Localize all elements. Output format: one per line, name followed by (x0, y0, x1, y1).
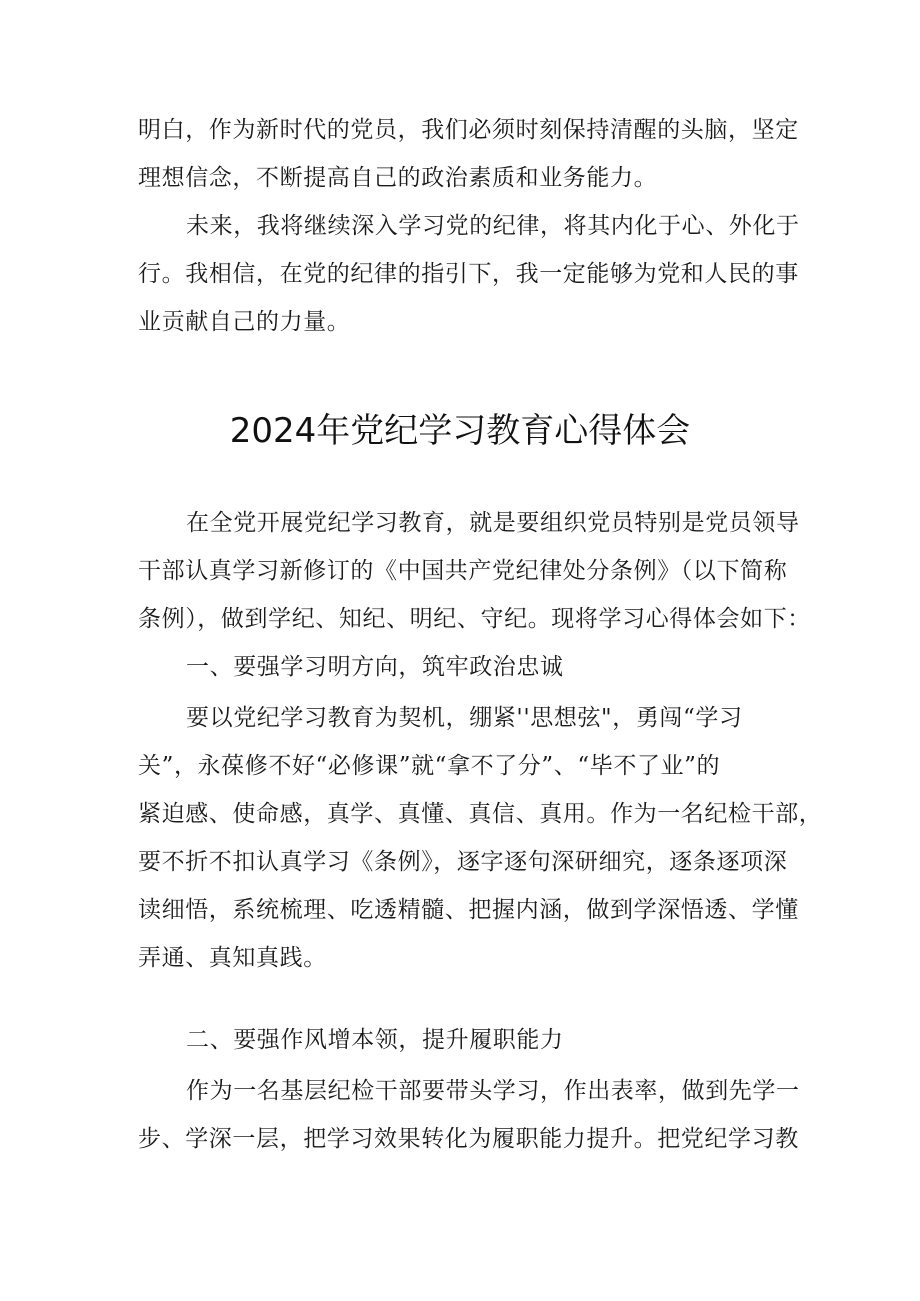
paragraph-line: 读细悟，系统梳理、吃透精髓、把握内涵，做到学深悟透、学懂 (138, 897, 799, 923)
paragraph-line: 弄通、真知真践。 (138, 945, 327, 971)
paragraph-line: 作为一名基层纪检干部要带头学习，作出表率，做到先学一 (186, 1078, 800, 1104)
document-title: 2024年党纪学习教育心得体会 (229, 411, 691, 451)
paragraph-line: 紧迫感、使命感，真学、真懂、真信、真用。作为一名纪检干部， (138, 801, 823, 827)
section-heading-2: 二、要强作风增本领，提升履职能力 (186, 1027, 564, 1053)
paragraph-line: 在全党开展党纪学习教育，就是要组织党员特别是党员领导 (186, 510, 800, 536)
paragraph-line: 业贡献自己的力量。 (138, 309, 351, 335)
paragraph-line: 要以党纪学习教育为契机，绷紧''思想弦"，勇闯“学习 (186, 705, 743, 731)
paragraph-line: 明白，作为新时代的党员，我们必须时刻保持清醒的头脑，坚定 (138, 117, 799, 143)
section-heading-1: 一、要强学习明方向，筑牢政治忠诚 (186, 654, 564, 680)
paragraph-line: 关”，永葆修不好“必修课”就“拿不了分”、“毕不了业”的 (138, 753, 721, 779)
paragraph-line: 步、学深一层，把学习效果转化为履职能力提升。把党纪学习教 (138, 1126, 799, 1152)
paragraph-line: 要不折不扣认真学习《条例》，逐字逐句深研细究，逐条逐项深 (138, 849, 788, 875)
paragraph-line: 理想信念，不断提高自己的政治素质和业务能力。 (138, 165, 658, 191)
paragraph-line: 未来，我将继续深入学习党的纪律，将其内化于心、外化于 (186, 213, 800, 239)
paragraph-line: 条例），做到学纪、知纪、明纪、守纪。现将学习心得体会如下： (138, 606, 811, 632)
paragraph-line: 干部认真学习新修订的《中国共产党纪律处分条例》（以下简称 (138, 558, 788, 584)
paragraph-line: 行。我相信，在党的纪律的指引下，我一定能够为党和人民的事 (138, 261, 799, 287)
